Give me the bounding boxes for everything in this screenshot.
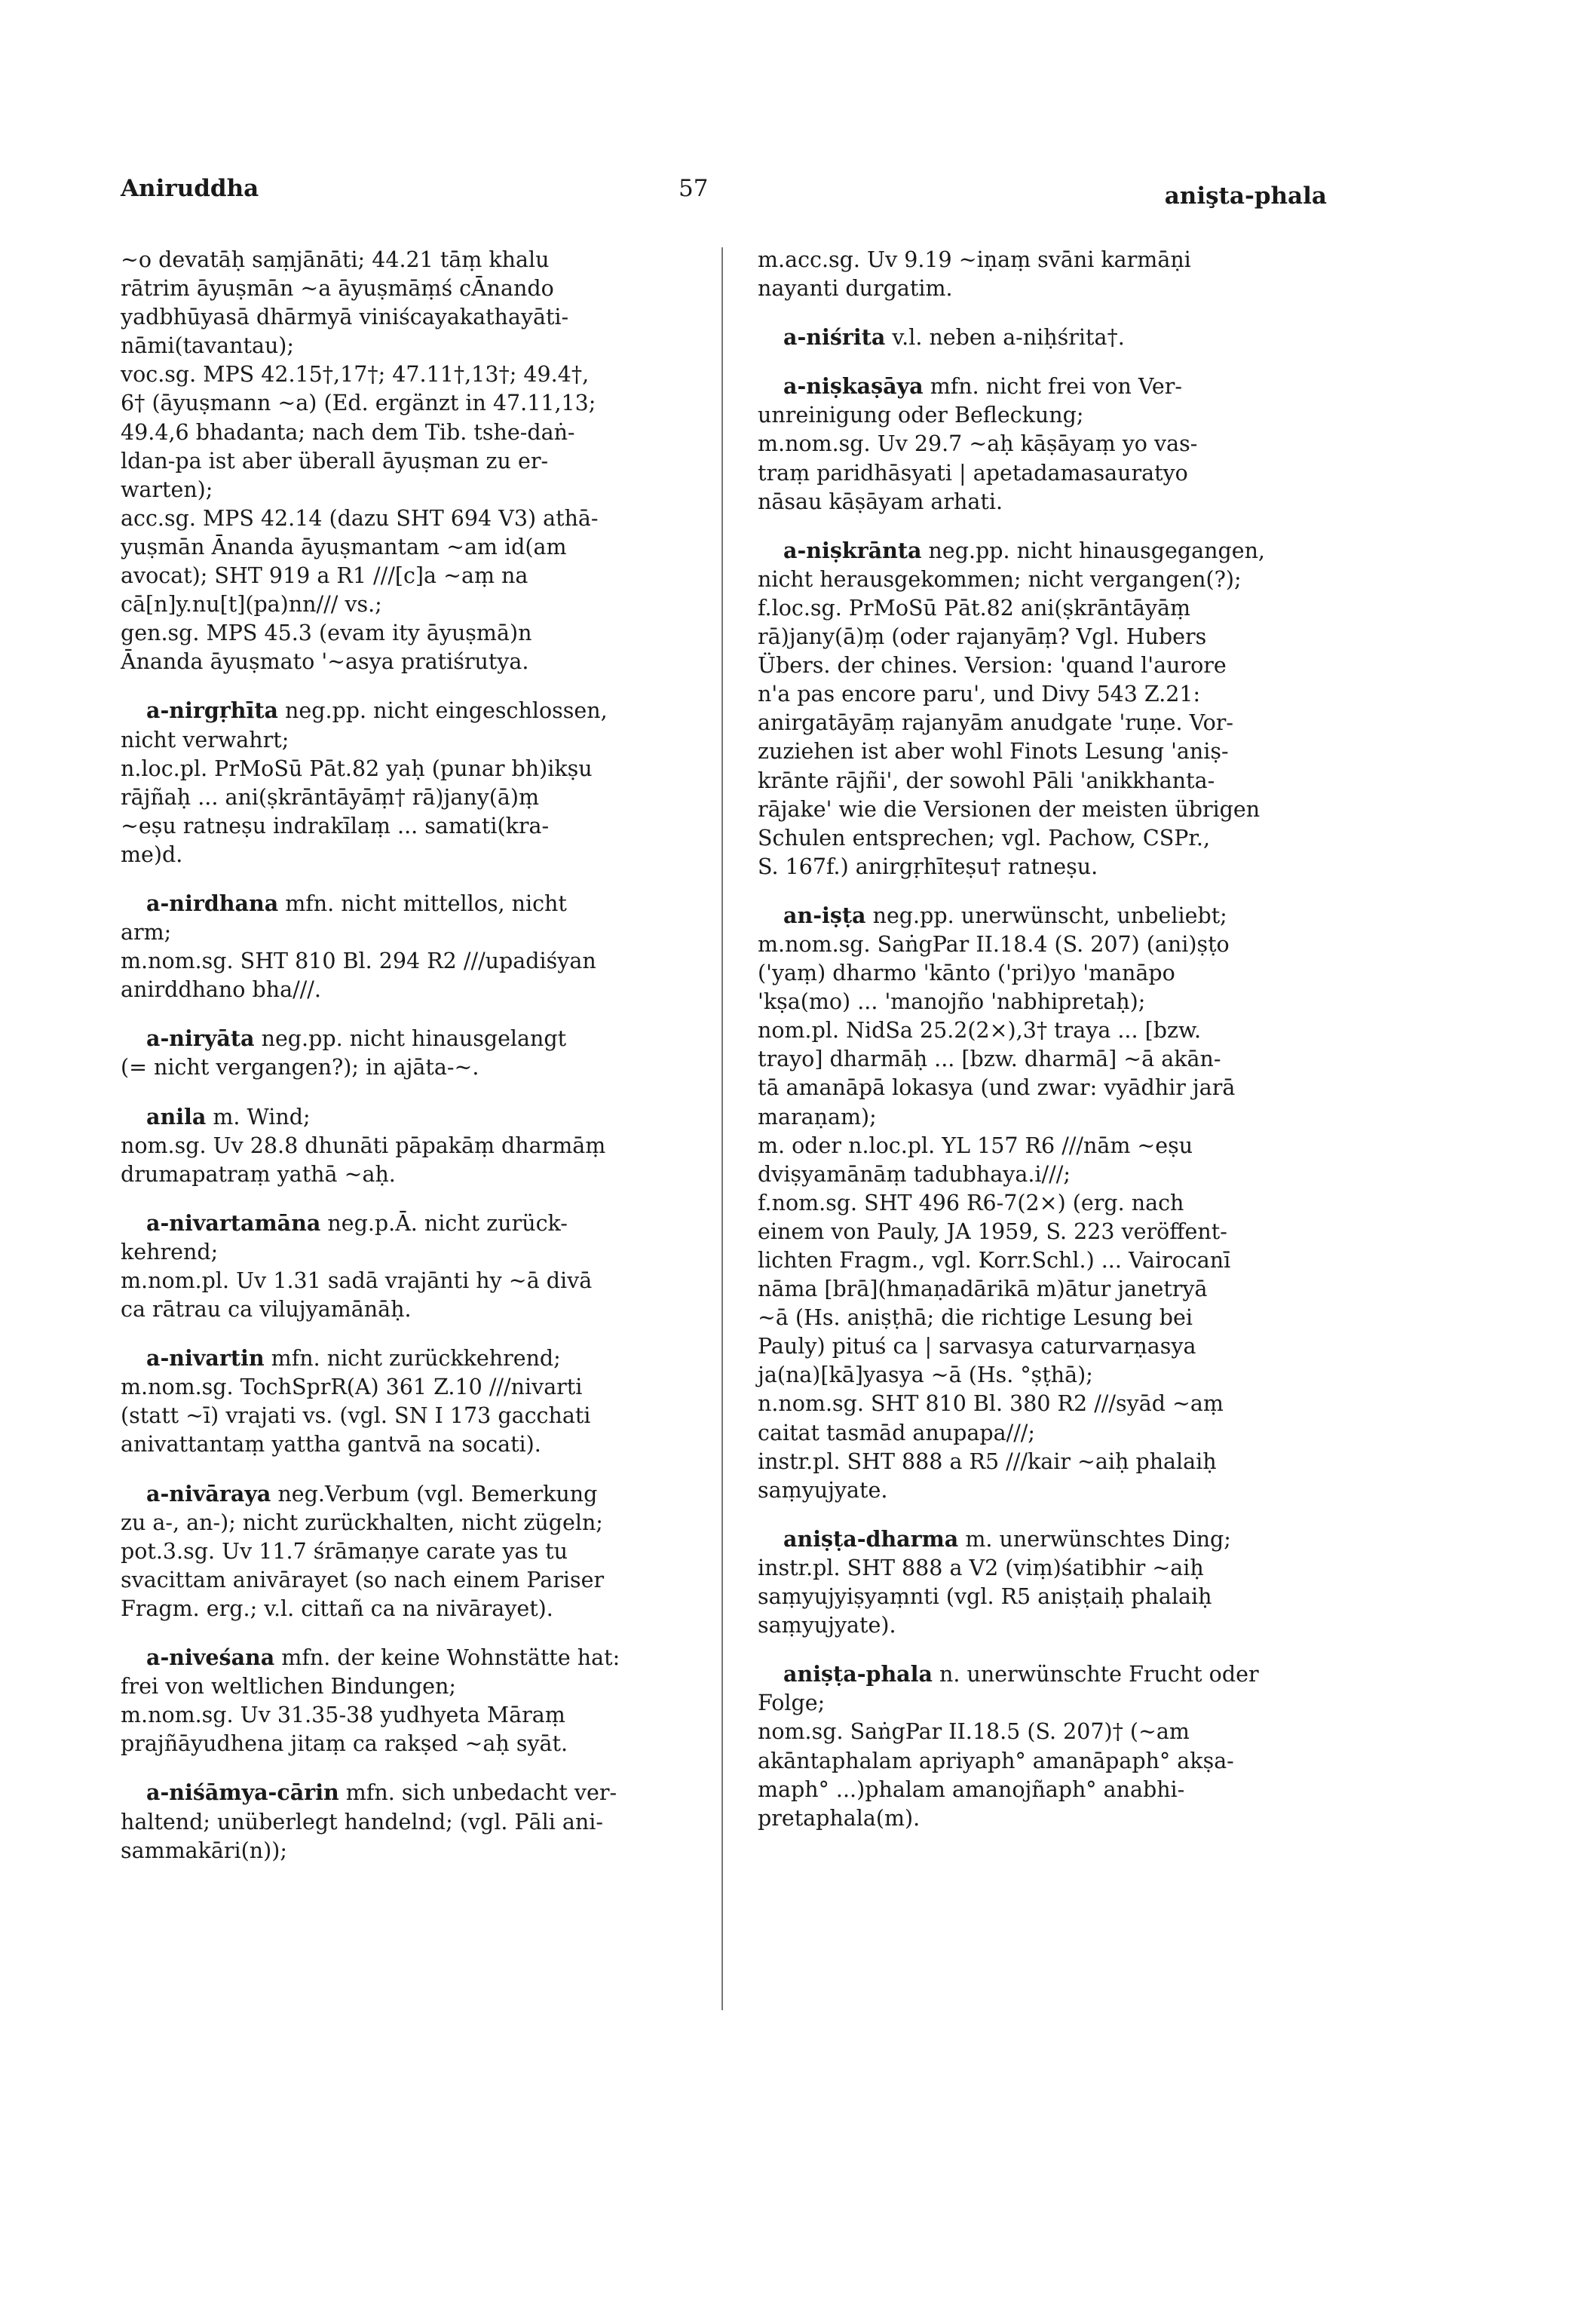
entry-headline: aniṣṭa-phala n. unerwünschte Frucht oder xyxy=(783,1661,1259,1687)
dictionary-entry xyxy=(758,1660,1328,1833)
entry-line: ~ā (Hs. aniṣṭhā; die richtige Lesung bei xyxy=(758,1305,1193,1331)
entry-line: 'kṣa(mo) ... 'manojño 'nabhipretaḥ); xyxy=(758,989,1146,1015)
entry-line: cā[n]y.nu[t](pa)nn/// vs.; xyxy=(121,592,382,618)
entry-line: instr.pl. SHT 888 a V2 (viṃ)śatibhir ~aiḥ xyxy=(758,1555,1204,1580)
entry-line: nom.pl. NidSa 25.2(2×),3† traya ... [bzw. xyxy=(758,1018,1202,1044)
page-number: 57 xyxy=(679,175,709,202)
entry-line: einem von Pauly, JA 1959, S. 223 veröffent- xyxy=(758,1218,1227,1244)
entry-line: m. oder n.loc.pl. YL 157 R6 ///nām ~eṣu xyxy=(758,1133,1193,1158)
entry-line: dviṣyamānāṃ tadubhaya.i///; xyxy=(758,1161,1071,1187)
entry-line: f.loc.sg. PrMoSū Pāt.82 ani(ṣkrāntāyāṃ xyxy=(758,595,1190,621)
entry-line: n.nom.sg. SHT 810 Bl. 380 R2 ///syād ~aṃ xyxy=(758,1391,1224,1417)
entry-line: pretaphala(m). xyxy=(758,1805,921,1831)
entry-line: zuziehen ist aber wohl Finots Lesung 'aniṣ- xyxy=(758,739,1229,765)
entry-line: saṃyujyiṣyaṃnti (vgl. R5 aniṣṭaiḥ phalaiḥ xyxy=(758,1584,1212,1610)
entry-line: frei von weltlichen Bindungen; xyxy=(121,1674,456,1700)
entry-line: m.nom.sg. SHT 810 Bl. 294 R2 ///upadiśyan xyxy=(121,949,596,974)
entry-headline: aniṣṭa-dharma m. unerwünschtes Ding; xyxy=(783,1525,1231,1552)
entry-line: S. 167f.) anirgṛhīteṣu† ratneṣu. xyxy=(758,854,1098,879)
running-header xyxy=(121,175,1327,220)
entry-line: lichten Fragm., vgl. Korr.Schl.) ... Vairocanī xyxy=(758,1248,1231,1273)
entry-continuation xyxy=(758,246,1328,303)
right-column xyxy=(758,246,1328,1853)
entry-line: Schulen entsprechen; vgl. Pachow, CSPr., xyxy=(758,825,1211,851)
entry-line: zu a-, an-); nicht zurückhalten, nicht zügeln; xyxy=(121,1510,603,1535)
entry-line: nom.sg. SaṅgPar II.18.5 (S. 207)† (~am xyxy=(758,1719,1190,1745)
entry-headline: a-nirdhana mfn. nicht mittellos, nicht xyxy=(146,890,567,916)
entry-line: kehrend; xyxy=(121,1239,219,1264)
entry-line: 49.4,6 bhadanta; nach dem Tib. tshe-daṅ- xyxy=(121,419,575,445)
entry-line: saṃyujyate. xyxy=(758,1477,888,1503)
entry-line: warten); xyxy=(121,477,213,502)
entry-line: n'a pas encore paru', und Divy 543 Z.21: xyxy=(758,682,1201,707)
dictionary-entry xyxy=(121,1479,694,1623)
header-right-title: anişta-phala xyxy=(1164,182,1327,210)
entry-line: ca rātrau ca vilujyamānāḥ. xyxy=(121,1297,412,1323)
dictionary-entry xyxy=(121,1778,694,1865)
entry-headline: a-nirgṛhīta neg.pp. nicht eingeschlossen, xyxy=(146,697,608,724)
entry-line: f.nom.sg. SHT 496 R6-7(2×) (erg. nach xyxy=(758,1190,1184,1215)
entry-line: m.nom.sg. Uv 31.35-38 yudhyeta Māraṃ xyxy=(121,1703,565,1728)
entry-line: (= nicht vergangen?); in ajāta-~. xyxy=(121,1055,479,1080)
entry-line: pot.3.sg. Uv 11.7 śrāmaṇye carate yas tu xyxy=(121,1538,568,1564)
entry-line: anirgatāyāṃ rajanyām anudgate 'ruṇe. Vor- xyxy=(758,710,1234,736)
entry-headline: a-niṣkrānta neg.pp. nicht hinausgegangen, xyxy=(783,537,1265,563)
dictionary-entry xyxy=(121,1024,694,1082)
dictionary-entry xyxy=(121,889,694,1004)
entry-line: nāma [brā](hmaṇadārikā m)ātur janetryā xyxy=(758,1277,1208,1302)
entry-headline: a-nivartin mfn. nicht zurückkehrend; xyxy=(146,1345,561,1372)
entry-line: acc.sg. MPS 42.14 (dazu SHT 694 V3) athā- xyxy=(121,505,599,531)
entry-line: sammakāri(n)); xyxy=(121,1838,287,1863)
entry-line: anivattantaṃ yattha gantvā na socati). xyxy=(121,1432,541,1457)
entry-line: avocat); SHT 919 a R1 ///[c]a ~aṃ na xyxy=(121,563,528,589)
dictionary-entry xyxy=(758,372,1328,516)
entry-line: (statt ~ī) vrajati vs. (vgl. SN I 173 gacchati xyxy=(121,1403,591,1429)
header-left-title: Aniruddha xyxy=(121,175,259,202)
entry-line: anirddhano bha///. xyxy=(121,977,321,1003)
entry-line: yadbhūyasā dhārmyā viniścayakathayāti- xyxy=(121,305,569,330)
dictionary-entry xyxy=(121,1209,694,1324)
entry-line: m.nom.sg. Uv 29.7 ~aḥ kāṣāyaṃ yo vas- xyxy=(758,431,1198,457)
entry-line: akāntaphalam apriyaph° amanāpaph° akṣa- xyxy=(758,1748,1234,1773)
entry-headline: a-niryāta neg.pp. nicht hinausgelangt xyxy=(146,1025,567,1052)
entry-line: Übers. der chines. Version: 'quand l'aurore xyxy=(758,653,1227,679)
dictionary-entry xyxy=(121,1102,694,1189)
entry-line: maraṇam); xyxy=(758,1104,877,1130)
entry-headline: a-niśrita v.l. neben a-niḥśrita†. xyxy=(783,324,1125,351)
entry-line: Ānanda āyuṣmato '~asya pratiśrutya. xyxy=(121,649,529,675)
dictionary-entry xyxy=(758,1525,1328,1640)
entry-line: maph° ...)phalam amanojñaph° anabhi- xyxy=(758,1776,1185,1802)
entry-line: ~eṣu ratneṣu indrakīlaṃ ... samati(kra- xyxy=(121,813,550,838)
entry-line: me)d. xyxy=(121,841,183,867)
dictionary-entry xyxy=(121,1643,694,1758)
entry-line: gen.sg. MPS 45.3 (evam ity āyuṣmā)n xyxy=(121,621,532,646)
entry-line: ldan-pa ist aber überall āyuṣman zu er- xyxy=(121,448,549,474)
entry-line: n.loc.pl. PrMoSū Pāt.82 yaḥ (punar bh)ikṣu xyxy=(121,756,593,781)
entry-line: Fragm. erg.; v.l. cittañ ca na nivārayet). xyxy=(121,1595,553,1621)
entry-line: nicht verwahrt; xyxy=(121,727,289,752)
entry-line: m.nom.sg. SaṅgPar II.18.4 (S. 207) (ani)ṣṭo xyxy=(758,931,1230,957)
dictionary-entry xyxy=(758,323,1328,352)
entry-line: unreinigung oder Befleckung; xyxy=(758,403,1084,428)
entry-continuation xyxy=(121,246,694,676)
entry-line: rājñaḥ ... ani(ṣkrāntāyāṃ† rā)jany(ā)ṃ xyxy=(121,784,540,810)
dictionary-entry xyxy=(758,536,1328,881)
entry-headline: a-niṣkaṣāya mfn. nicht frei von Ver- xyxy=(783,373,1183,400)
entry-line: tā amanāpā lokasya (und zwar: vyādhir jarā xyxy=(758,1075,1236,1101)
entry-line: nicht herausgekommen; nicht vergangen(?); xyxy=(758,566,1242,592)
entry-line: rājake' wie die Versionen der meisten übrigen xyxy=(758,796,1261,822)
entry-line: drumapatraṃ yathā ~aḥ. xyxy=(121,1161,396,1187)
entry-headline: a-nivāraya neg.Verbum (vgl. Bemerkung xyxy=(146,1480,598,1507)
entry-headline: a-niśāmya-cārin mfn. sich unbedacht ver- xyxy=(146,1779,617,1806)
left-column xyxy=(121,246,694,1885)
entry-line: caitat tasmād anupapa///; xyxy=(758,1420,1035,1445)
entry-line: haltend; unüberlegt handelnd; (vgl. Pāli ani- xyxy=(121,1809,604,1834)
entry-line: nayanti durgatim. xyxy=(758,276,953,302)
column-divider xyxy=(721,247,723,2010)
entry-line: voc.sg. MPS 42.15†,17†; 47.11†,13†; 49.4†, xyxy=(121,362,590,388)
entry-line: m.nom.pl. Uv 1.31 sadā vrajānti hy ~ā divā xyxy=(121,1268,593,1293)
entry-line: ('yaṃ) dharmo 'kānto ('pri)yo 'manāpo xyxy=(758,961,1175,986)
entry-line: prajñāyudhena jitaṃ ca rakṣed ~aḥ syāt. xyxy=(121,1731,568,1757)
entry-line: nāmi(tavantau); xyxy=(121,333,295,359)
entry-line: nom.sg. Uv 28.8 dhunāti pāpakāṃ dharmāṃ xyxy=(121,1133,606,1158)
entry-line: traṃ paridhāsyati | apetadamasauratyo xyxy=(758,460,1188,486)
entry-line: arm; xyxy=(121,920,172,946)
dictionary-entry xyxy=(758,901,1328,1505)
entry-line: m.acc.sg. Uv 9.19 ~iṇaṃ svāni karmāṇi xyxy=(758,247,1191,272)
entry-line: saṃyujyate). xyxy=(758,1613,896,1638)
entry-line: yuṣmān Ānanda āyuṣmantam ~am id(am xyxy=(121,534,567,559)
entry-line: ~o devatāḥ saṃjānāti; 44.21 tāṃ khalu xyxy=(121,247,550,272)
entry-line: nāsau kāṣāyam arhati. xyxy=(758,489,1003,514)
entry-line: Pauly) pituś ca | sarvasya caturvarṇasya xyxy=(758,1334,1196,1359)
entry-headline: an-iṣṭa neg.pp. unerwünscht, unbeliebt; xyxy=(783,902,1227,928)
entry-line: krānte rājñi', der sowohl Pāli 'anikkhanta- xyxy=(758,768,1215,793)
dictionary-entry xyxy=(121,1344,694,1459)
entry-headline: a-nivartamāna neg.p.Ā. nicht zurück- xyxy=(146,1209,568,1236)
entry-line: 6† (āyuṣmann ~a) (Ed. ergänzt in 47.11,13; xyxy=(121,391,596,416)
dictionary-entry xyxy=(121,696,694,869)
entry-line: rātrim āyuṣmān ~a āyuṣmāṃś cĀnando xyxy=(121,276,554,302)
entry-line: ja(na)[kā]yasya ~ā (Hs. °ṣṭhā); xyxy=(758,1362,1093,1388)
entry-line: m.nom.sg. TochSprR(A) 361 Z.10 ///nivarti xyxy=(121,1375,583,1400)
entry-headline: anila m. Wind; xyxy=(146,1103,311,1130)
entry-line: rā)jany(ā)ṃ (oder rajanyāṃ? Vgl. Hubers xyxy=(758,624,1207,650)
entry-headline: a-niveśana mfn. der keine Wohnstätte hat: xyxy=(146,1644,620,1671)
entry-line: instr.pl. SHT 888 a R5 ///kair ~aiḥ phalaiḥ xyxy=(758,1448,1217,1474)
entry-line: Folge; xyxy=(758,1690,826,1716)
entry-line: svacittam anivārayet (so nach einem Pariser xyxy=(121,1567,605,1592)
entry-line: trayo] dharmāḥ ... [bzw. dharmā] ~ā akān- xyxy=(758,1047,1221,1072)
